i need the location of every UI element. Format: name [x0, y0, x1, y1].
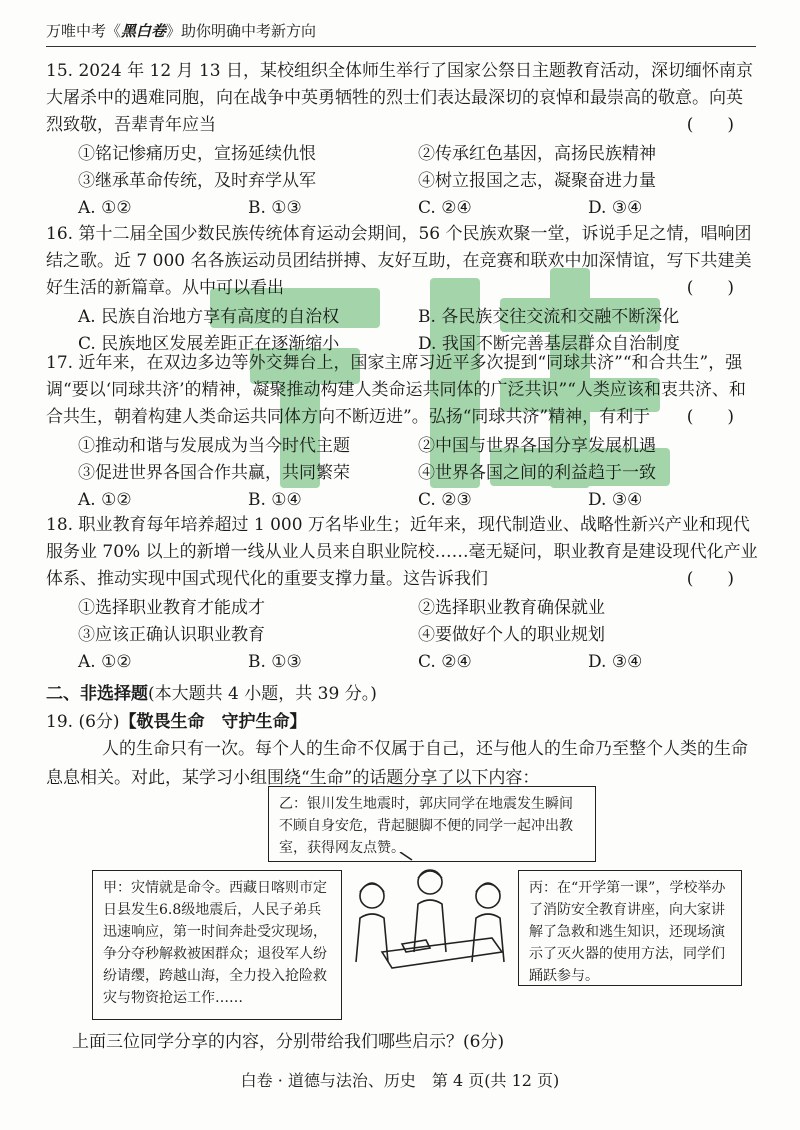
q16-option-d: D. 我国不断完善基层群众自治制度 — [418, 334, 680, 354]
q17-option-c: C. ②③ — [418, 490, 472, 510]
speech-box-bing: 丙：在“开学第一课”，学校举办了消防安全教育讲座，向大家讲解了急救和逃生知识，还现场演示了灭火器的使用方法，同学们踊跃参与。 — [518, 870, 742, 986]
q18-item-4: ④要做好个人的职业规划 — [418, 625, 605, 645]
figure-pointer — [351, 858, 361, 859]
q18-option-d: D. ③④ — [588, 652, 643, 672]
header-pre: 万唯中考《 — [46, 22, 122, 40]
q15-option-b: B. ①③ — [248, 198, 302, 218]
q17-item-3: ③促进世界各国合作共赢，共同繁荣 — [78, 463, 350, 483]
q17-stem: 17. 近年来，在双边多边等外交舞台上，国家主席习近平多次提到“同球共济”“和合共生”，强调“要以‘同球共济’的精神，凝聚推动构建人类命运共同体的广泛共识”“人类应该和衷共济、和合共生，朝着构建人类命运共同体方向不断迈进”。弘扬“同球共济”精神，有利于 ( ) — [46, 350, 758, 431]
header-post: 》助你明确中考新方向 — [166, 22, 317, 40]
q18-item-3: ③应该正确认识职业教育 — [78, 625, 265, 645]
question-18 — [46, 512, 758, 676]
page-header — [46, 20, 316, 41]
q19-intro: 人的生命只有一次。每个人的生命不仅属于自己，还与他人的生命乃至整个人类的生命息息相关。对此，某学习小组围绕“生命”的话题分享了以下内容： — [46, 739, 748, 788]
q15-option-a: A. ①② — [78, 198, 132, 218]
q18-option-b: B. ①③ — [248, 652, 302, 672]
q15-item-4: ④树立报国之志，凝聚奋进力量 — [418, 171, 656, 191]
answer-paren: ( ) — [686, 569, 734, 589]
q17-option-d: D. ③④ — [588, 490, 643, 510]
q16-option-c: C. 民族地区发展差距正在逐渐缩小 — [78, 334, 340, 354]
question-15 — [46, 58, 758, 222]
speech-box-yi: 乙：银川发生地震时，郭庆同学在地震发生瞬间不顾自身安危，背起腿脚不便的同学一起冲出教室，获得网友点赞。 — [268, 786, 596, 862]
speech-box-jia: 甲：灾情就是命令。西藏日喀则市定日县发生6.8级地震后，人民子弟兵迅速响应，第一时间奔赴受灾现场，争分夺秒解救被困群众；退役军人纷纷请缨，跨越山海，全力投入抢险救灾与物资抢运工作…… — [92, 870, 342, 1020]
q17-option-a: A. ①② — [78, 490, 132, 510]
q16-option-b: B. 各民族交往交流和交融不断深化 — [418, 307, 680, 327]
q18-item-1: ①选择职业教育才能成才 — [78, 598, 265, 618]
answer-paren: ( ) — [686, 278, 734, 298]
q15-stem: 15. 2024 年 12 月 13 日，某校组织全体师生举行了国家公祭日主题教育活动，深切缅怀南京大屠杀中的遇难同胞，向在战争中英勇牺牲的烈士们表达最深切的哀悼和最崇高的敬意。向英烈致敬，吾辈青年应当 ( ) — [46, 58, 758, 139]
q15-item-3: ③继承革命传统，及时弃学从军 — [78, 171, 316, 191]
answer-paren: ( ) — [686, 407, 734, 427]
header-brand: 黑白卷 — [121, 22, 167, 40]
section-2-note: (本大题共 4 小题，共 39 分。) — [148, 684, 377, 704]
q16-option-a: A. 民族自治地方享有高度的自治权 — [78, 307, 340, 327]
students-illustration — [342, 852, 518, 982]
q17-item-2: ②中国与世界各国分享发展机遇 — [418, 436, 656, 456]
q15-option-c: C. ②④ — [418, 198, 472, 218]
q18-option-c: C. ②④ — [418, 652, 472, 672]
q19-heading — [46, 707, 307, 732]
question-16 — [46, 221, 758, 358]
q18-stem: 18. 职业教育每年培养超过 1 000 万名毕业生；近年来，现代制造业、战略性新兴产业和现代服务业 70% 以上的新增一线从业人员来自职业院校……毫无疑问，职业教育是建设现代化产业体系、推动实现中国式现代化的重要支撑力量。这告诉我们 ( ) — [46, 512, 758, 593]
q19-topic: 【敬畏生命 守护生命】 — [119, 712, 307, 732]
q17-option-b: B. ①④ — [248, 490, 302, 510]
header-divider — [46, 46, 756, 47]
section-2-title: 二、非选择题(本大题共 4 小题，共 39 分。) — [46, 684, 377, 704]
q17-item-4: ④世界各国之间的利益趋于一致 — [418, 463, 656, 483]
q15-option-d: D. ③④ — [588, 198, 643, 218]
q17-item-1: ①推动和谐与发展成为当今时代主题 — [78, 436, 350, 456]
question-17 — [46, 350, 758, 514]
q15-item-2: ②传承红色基因，高扬民族精神 — [418, 144, 656, 164]
page-footer: 白卷 · 道德与法治、历史 第 4 页(共 12 页) — [240, 1071, 560, 1090]
q19-score: (6分) — [78, 712, 120, 732]
q16-stem: 16. 第十二届全国少数民族传统体育运动会期间，56 个民族欢聚一堂，诉说手足之情，唱响团结之歌。近 7 000 名各族运动员团结拼搏、友好互助，在竞赛和联欢中加深情谊，写下共建美好生活的新篇章。从中可以看出 ( ) — [46, 221, 758, 302]
q18-option-a: A. ①② — [78, 652, 132, 672]
q19-question: 上面三位同学分享的内容，分别带给我们哪些启示？(6分) — [72, 1032, 505, 1052]
q19-number: 19. — [46, 712, 74, 732]
q15-item-1: ①铭记惨痛历史，宣扬延续仇恨 — [78, 144, 316, 164]
q18-item-2: ②选择职业教育确保就业 — [418, 598, 605, 618]
answer-paren: ( ) — [686, 115, 734, 135]
